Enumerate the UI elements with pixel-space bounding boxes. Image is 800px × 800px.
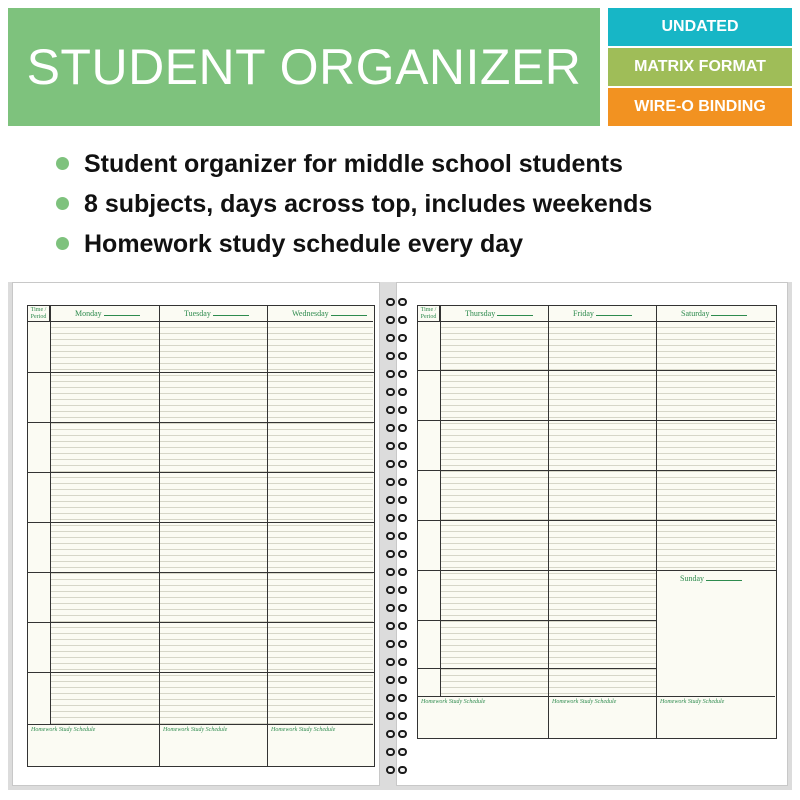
- coil-ring: [386, 298, 408, 306]
- period-label: Period: [30, 314, 47, 320]
- day-header-thursday: [440, 306, 548, 322]
- homework-study-schedule-wednesday: Homework Study Schedule: [267, 724, 373, 766]
- homework-study-schedule-monday: Homework Study Schedule: [28, 724, 159, 766]
- feature-list: [50, 144, 790, 264]
- coil-ring: [386, 334, 408, 342]
- period-divider: [28, 672, 374, 673]
- coil-ring: [386, 352, 408, 360]
- coil-ring: [386, 640, 408, 648]
- period-divider: [28, 422, 374, 423]
- feature-text: Student organizer for middle school students: [84, 149, 623, 178]
- coil-ring: [386, 514, 408, 522]
- coil-ring: [386, 496, 408, 504]
- coil-ring: [386, 766, 408, 774]
- coil-ring: [386, 316, 408, 324]
- day-header-saturday: [656, 306, 775, 322]
- header-banner: [8, 8, 600, 126]
- planner-page-right: [396, 282, 788, 786]
- coil-ring: [386, 604, 408, 612]
- period-divider: [418, 570, 776, 571]
- planner-grid-left: [27, 305, 375, 767]
- column-divider: [267, 322, 268, 724]
- sunday-header: [680, 574, 742, 583]
- coil-ring: [386, 370, 408, 378]
- feature-text: 8 subjects, days across top, includes weekends: [84, 189, 653, 218]
- coil-ring: [386, 730, 408, 738]
- homework-study-schedule-tuesday: Homework Study Schedule: [159, 724, 267, 766]
- coil-ring: [386, 622, 408, 630]
- period-divider: [418, 370, 776, 371]
- period-divider: [418, 620, 657, 621]
- column-divider: [656, 322, 657, 696]
- planner-grid-right: [417, 305, 777, 739]
- feature-item: [50, 144, 790, 184]
- time-period-header: [28, 306, 50, 322]
- coil-ring: [386, 424, 408, 432]
- period-divider: [28, 372, 374, 373]
- coil-ring: [386, 460, 408, 468]
- tag-wire-o-binding: WIRE-O BINDING: [608, 88, 792, 126]
- day-label: Sunday: [680, 574, 704, 583]
- period-divider: [418, 668, 657, 669]
- day-header-monday: [50, 306, 159, 322]
- coil-ring: [386, 406, 408, 414]
- feature-item: [50, 184, 790, 224]
- period-label: Period: [420, 314, 437, 320]
- coil-ring: [386, 442, 408, 450]
- bullet-icon: [56, 237, 69, 250]
- coil-ring: [386, 694, 408, 702]
- period-divider: [418, 470, 776, 471]
- time-period-header: [418, 306, 440, 322]
- day-label: Monday: [75, 309, 102, 318]
- ruled-lines: [657, 322, 775, 570]
- period-divider: [28, 622, 374, 623]
- period-divider: [28, 572, 374, 573]
- column-divider: [159, 322, 160, 724]
- column-divider: [440, 322, 441, 696]
- time-label: Time /: [420, 307, 437, 313]
- ruled-lines: [51, 322, 373, 724]
- feature-item: [50, 224, 790, 264]
- coil-ring: [386, 478, 408, 486]
- homework-study-schedule-thursday: Homework Study Schedule: [418, 696, 548, 738]
- period-divider: [28, 522, 374, 523]
- period-divider: [418, 520, 776, 521]
- homework-study-schedule-saturday: Homework Study Schedule: [656, 696, 775, 738]
- time-label: Time /: [30, 307, 47, 313]
- coil-ring: [386, 748, 408, 756]
- period-divider: [28, 472, 374, 473]
- tag-matrix-format: MATRIX FORMAT: [608, 48, 792, 86]
- period-divider: [418, 420, 776, 421]
- bullet-icon: [56, 197, 69, 210]
- coil-ring: [386, 586, 408, 594]
- tag-undated: UNDATED: [608, 8, 792, 46]
- coil-ring: [386, 388, 408, 396]
- day-label: Thursday: [465, 309, 496, 318]
- planner-page-left: [12, 282, 380, 786]
- coil-ring: [386, 568, 408, 576]
- day-label: Tuesday: [184, 309, 211, 318]
- column-divider: [548, 322, 549, 696]
- bullet-icon: [56, 157, 69, 170]
- feature-text: Homework study schedule every day: [84, 229, 524, 258]
- coil-ring: [386, 658, 408, 666]
- coil-ring: [386, 550, 408, 558]
- page-title: STUDENT ORGANIZER: [26, 39, 582, 95]
- day-header-friday: [548, 306, 656, 322]
- coil-ring: [386, 712, 408, 720]
- coil-ring: [386, 676, 408, 684]
- column-divider: [50, 322, 51, 724]
- day-header-tuesday: [159, 306, 267, 322]
- day-header-wednesday: [267, 306, 373, 322]
- day-label: Wednesday: [292, 309, 329, 318]
- day-label: Friday: [573, 309, 594, 318]
- homework-study-schedule-friday: Homework Study Schedule: [548, 696, 656, 738]
- day-label: Saturday: [681, 309, 710, 318]
- coil-ring: [386, 532, 408, 540]
- planner-spread-image: [8, 282, 792, 790]
